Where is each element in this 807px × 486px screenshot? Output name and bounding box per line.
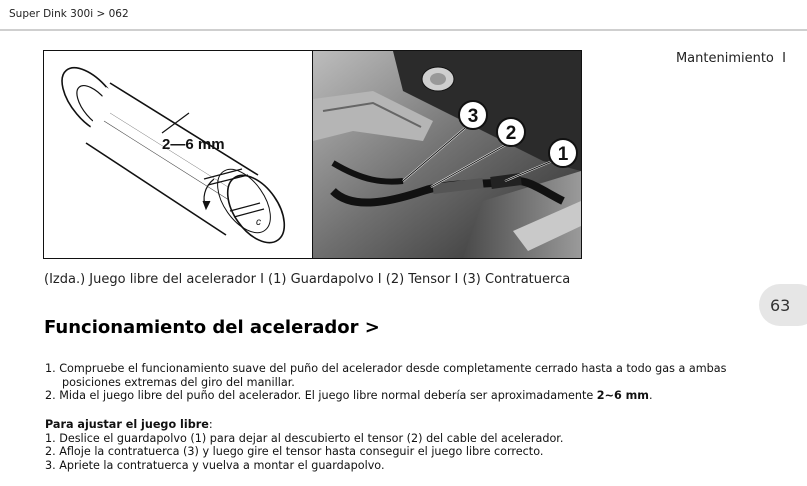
callout-3: 3: [467, 106, 479, 127]
check-item-1-line-1: 1. Compruebe el funcionamiento suave del puño del acelerador desde completamente cerrado hasta a todo gas a ambas: [45, 362, 727, 375]
section-heading: Funcionamiento del acelerador >: [44, 317, 380, 338]
callout-2: 2: [505, 123, 517, 144]
throttle-cable-photo: [313, 51, 581, 258]
page-number: 63: [770, 296, 791, 315]
throttle-grip-illustration: [44, 51, 312, 258]
adjust-procedure: [45, 418, 785, 472]
adjust-step-1: 1. Deslice el guardapolvo (1) para dejar al descubierto el tensor (2) del cable del acelerador.: [45, 431, 564, 445]
section-label-text: Mantenimiento: [675, 51, 774, 66]
adjust-title-suffix: :: [208, 418, 213, 431]
adjust-title-row: [45, 418, 785, 432]
figure-caption: (Izda.) Juego libre del acelerador I (1) Guardapolvo I (2) Tensor I (3) Contratuerca: [44, 272, 571, 287]
check-item-2-text: 2. Mida el juego libre del puño del acelerador. El juego libre normal debería ser aproximadamente: [45, 389, 597, 403]
breadcrumb[interactable]: Super Dink 300i > 062: [9, 8, 129, 20]
adjust-step-3: 3. Apriete la contratuerca y vuelva a montar el guardapolvo.: [45, 458, 385, 472]
check-item-2: [45, 389, 785, 403]
check-list: [45, 362, 785, 403]
check-item-1-line-2: posiciones extremas del giro del manillar.: [62, 375, 295, 389]
free-play-value: 2~6 mm: [596, 389, 649, 403]
callout-1: 1: [557, 144, 569, 165]
section-label: [676, 51, 786, 66]
header-divider: [0, 29, 807, 31]
adjust-step-2: 2. Afloje la contratuerca (3) y luego gire el tensor hasta conseguir el juego libre correcto.: [45, 445, 544, 459]
adjust-title: Para ajustar el juego libre: [45, 418, 209, 431]
free-play-measure-label: 2—6 mm: [162, 136, 225, 153]
grip-mark-label: c: [256, 217, 261, 228]
section-separator: I: [782, 51, 786, 66]
throttle-figure: [43, 50, 582, 259]
check-item-2-suffix: .: [648, 389, 653, 403]
